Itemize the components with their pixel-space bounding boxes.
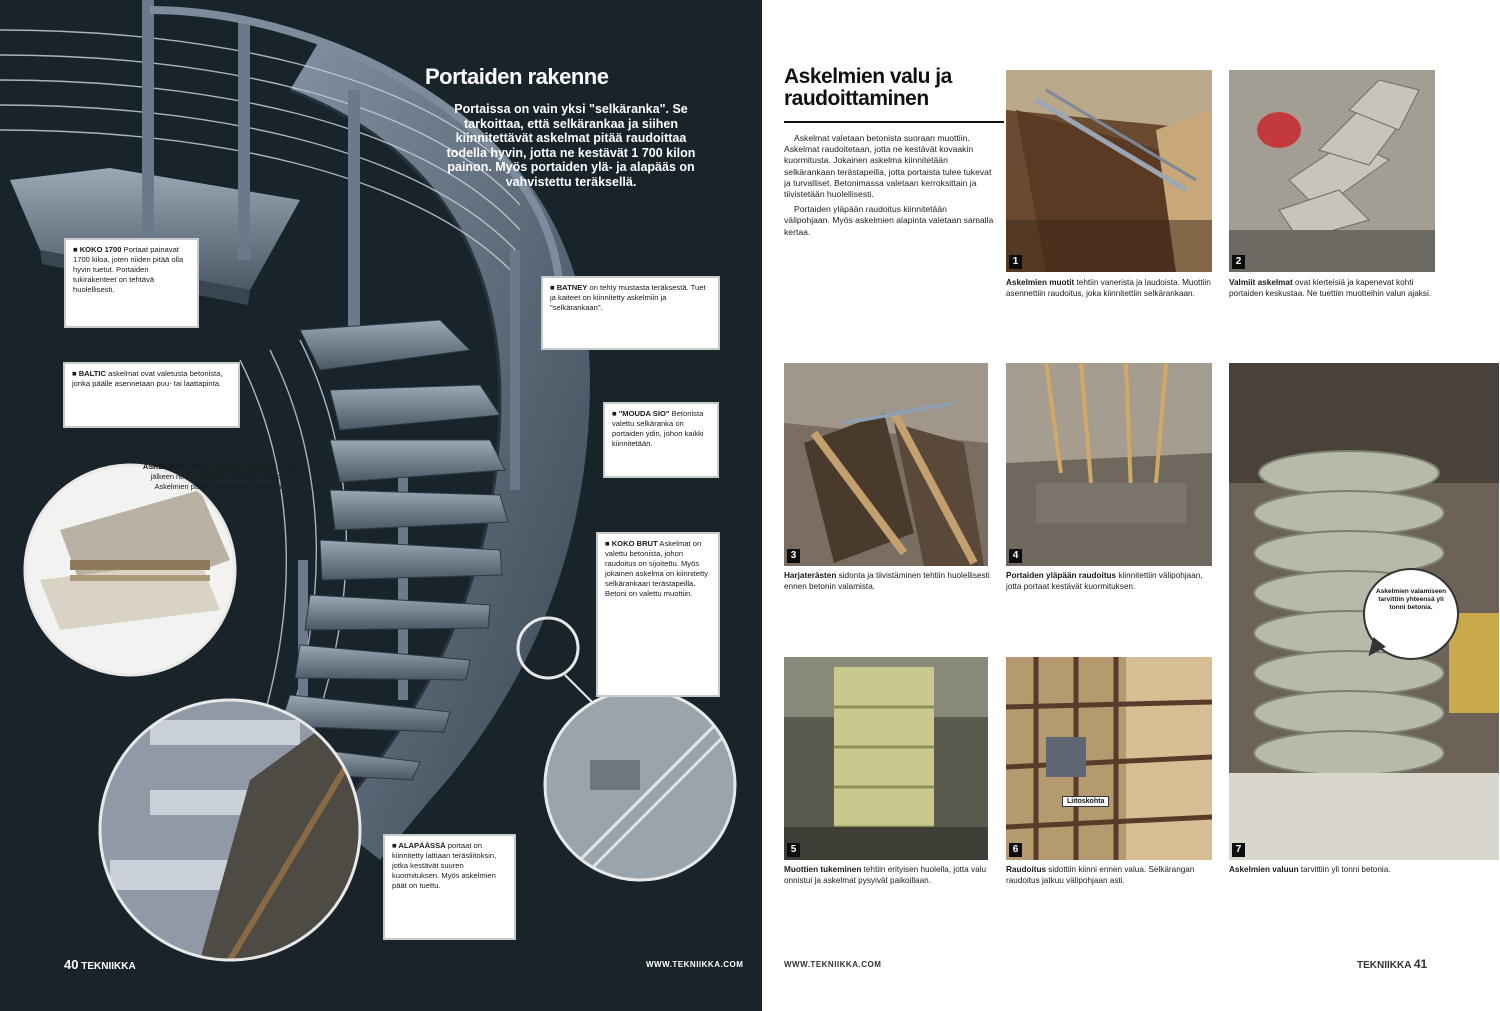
caption-heading: Raudoitus (1006, 865, 1047, 874)
photo-step-molds (1006, 70, 1212, 272)
callout-heading: ASKELMAT (142, 462, 184, 471)
callout-text: portaat on kiinnitetty lattiaan teräsliitoksin, jotka kestävät suuren kuormituksen. Myös askelmien päät on tuettu. (392, 841, 497, 890)
callout-heading: ■ BALTIC (72, 369, 106, 378)
caption-text: sidonta ja tiivistäminen tehtiin huolellisesti ennen betonin valamista. (784, 571, 990, 591)
photo-number: 6 (1009, 843, 1022, 857)
intro-text: Portaissa on vain yksi "selkäranka". Se tarkoittaa, että selkärankaa ja siihen kiinnitettävät askelmat pitää raudoittaa todella hyvin, jotta ne kestävät 1 700 kilon painon. Myös portaiden ylä- ja alapääs on vahvistettu teräksellä. (446, 102, 696, 189)
photo-number: 5 (787, 843, 800, 857)
callout-steps-detail (140, 462, 298, 492)
page-title (784, 66, 952, 110)
title-line: raudoittaminen (784, 87, 929, 110)
callout-steps (63, 362, 240, 428)
callout-text: on tehty mustasta teräksestä. Tuet ja kaiteet on kiinnitetty askelmiin ja "selkärankaan". (550, 283, 706, 312)
intro-paragraph: Portaiden yläpään raudoitus kiinnitetään välipohjaan. Myös askelmien alapinta valetaan samalla kertaa. (784, 204, 994, 237)
callout-heading: ■ KOKO 1700 (73, 245, 122, 254)
callout-text: Portaat painavat 1700 kiloa, joten niiden pitää olla hyvin tuetut. Portaiden tukirakenteet on tehtävä huolellisesti. (73, 245, 184, 294)
page-title: Portaiden rakenne (425, 64, 609, 89)
callout-cast-steps (596, 532, 720, 697)
caption-heading: Muottien tukeminen (784, 865, 862, 874)
website-url: WWW.TEKNIIKKA.COM (784, 960, 882, 969)
caption-heading: Valmiit askelmat (1229, 278, 1293, 287)
photo-caption (1229, 277, 1435, 299)
photo-caption (784, 570, 990, 592)
callout-weight (64, 238, 199, 328)
callout-heading: ■ KOKO BRUT (605, 539, 658, 548)
photo-rebar-tying (784, 363, 988, 566)
page-gutter (762, 0, 772, 1011)
caption-text: kiinnitettiin välipohjaan, jotta portaat kestävät kuormituksen. (1006, 571, 1203, 591)
photo-number: 1 (1009, 255, 1022, 269)
callout-railing (541, 276, 720, 350)
photo-number: 4 (1009, 549, 1022, 563)
photo-number: 2 (1232, 255, 1245, 269)
callout-spine (603, 402, 719, 478)
caption-text: sidottiin kiinni ennen valua. Selkärangan raudoitus jatkuu välipohjaan asti. (1006, 865, 1195, 885)
page-number: 40 (64, 957, 79, 972)
page-footer-left (64, 957, 136, 972)
caption-heading: Harjaterästen (784, 571, 837, 580)
page-number: 41 (1413, 957, 1428, 971)
callout-bottom (383, 834, 516, 940)
photo-caption (1006, 864, 1212, 886)
title-line: Askelmien valu ja (784, 65, 952, 88)
caption-heading: Askelmien muotit (1006, 278, 1075, 287)
photo-top-reinforcement (1006, 363, 1212, 566)
photo-caption (1006, 277, 1212, 299)
photo-number: 3 (787, 549, 800, 563)
speech-bubble: Askelmien valamiseen tarvittiin yhteensä yli tonni betonia. (1363, 568, 1459, 660)
photo-reinforcement (1006, 657, 1212, 860)
page-footer-right (1357, 957, 1427, 971)
website-url: WWW.TEKNIIKKA.COM (646, 960, 744, 969)
photo-caption (784, 864, 990, 886)
caption-heading: Askelmien valuun (1229, 865, 1299, 874)
callout-heading: ■ ALAPÄÄSSÄ (392, 841, 446, 850)
callout-text: Betonista valettu selkäranka on portaiden ydin, johon kaikki kiinnitetään. (612, 409, 704, 448)
title-divider (784, 121, 1004, 123)
callout-heading: ■ BATNEY (550, 283, 588, 292)
caption-heading: Portaiden yläpään raudoitus (1006, 571, 1117, 580)
callout-text: valetaan betonista muottiin, jonka jälkeen ne kiinnitetään portaiden runkoon. Askelmien päälle asennetaan puupinta. (150, 462, 296, 491)
intro-text (784, 133, 994, 242)
photo-caption (1006, 570, 1212, 592)
caption-text: tarvittiin yli tonni betonia. (1298, 865, 1391, 874)
photo-caption (1229, 864, 1435, 875)
magazine-name: TEKNIIKKA (81, 961, 136, 972)
photo-finished-steps (1229, 70, 1435, 272)
magazine-name: TEKNIIKKA (1357, 960, 1412, 971)
photo-mold-supports (784, 657, 988, 860)
callout-heading: ■ "MOUDA SIO" (612, 409, 670, 418)
photo-number: 7 (1232, 843, 1245, 857)
callout-text: askelmat ovat valetusta betonista, jonka päälle asennetaan puu- tai laattapinta. (72, 369, 223, 388)
callout-text: Askelmat on valettu betonista, johon raudoitus on sijoitettu. Myös jokainen askelma on kiinnitetty selkärankaan terästapeilla. Betoni on valettu muottiin. (605, 539, 708, 598)
intro-paragraph: Askelmat valetaan betonista suoraan muottiin. Askelmat raudoitetaan, jotta ne kestävät kovaakin kuormitusta. Jokainen askelma kiinnitetään selkärankaan terästapeilla, jotta portaista tulee tukevat ja turvalliset. Betonimassa valetaan kerroksittain ja tiivistetään huolellisesti. (784, 133, 992, 200)
caption-text: ovat kierteisiä ja kapenevat kohti portaiden keskustaa. Ne tuettiin muotteihin valun ajaksi. (1229, 278, 1432, 298)
caption-text: tehtiin erityisen huolella, jotta valu onnistui ja askelmat pysyivät paikoillaan. (784, 865, 987, 885)
photo-annotation-label: Liitoskohta (1062, 796, 1109, 807)
caption-text: tehtiin vanerista ja laudoista. Muottiin asennettiin raudoitus, joka kiinnitettiin selkärankaan. (1006, 278, 1211, 298)
